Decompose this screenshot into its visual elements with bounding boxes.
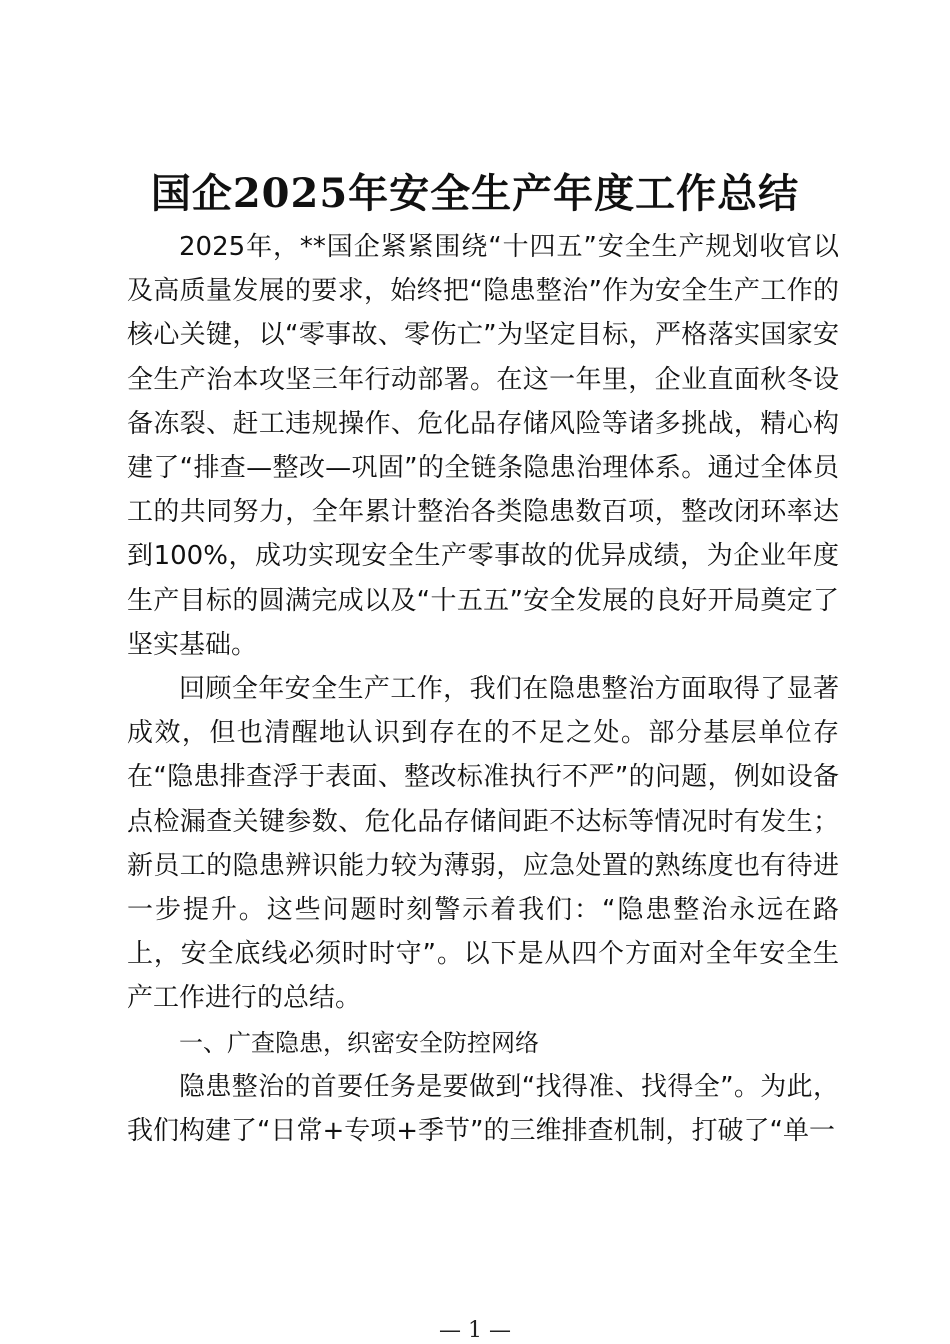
section-heading: 一、广查隐患，织密安全防控网络 <box>179 1028 539 1057</box>
page-number: — 1 — <box>439 1318 511 1343</box>
document-title: 国企2025年安全生产年度工作总结 <box>150 170 800 217</box>
review-paragraph: 回顾全年安全生产工作，我们在隐患整治方面取得了显著成效，但也清醒地认识到存在的不足之处。部分基层单位存在“隐患排查浮于表面、整改标准执行不严”的问题，例如设备点检漏查关键参数、危化品存储间距不达标等情况时有发生；新员工的隐患辨识能力较为薄弱，应急处置的熟练度也有待进一步提升。这些问题时刻警示着我们：“隐患整治永远在路上，安全底线必须时时守”。以下是从四个方面对全年安全生产工作进行的总结。 <box>127 674 839 1014</box>
document-body <box>127 225 839 1153</box>
intro-paragraph: 2025年，**国企紧紧围绕“十四五”安全生产规划收官以及高质量发展的要求，始终把“隐患整治”作为安全生产工作的核心关键，以“零事故、零伤亡”为坚定目标，严格落实国家安全生产治本攻坚三年行动部署。在这一年里，企业直面秋冬设备冻裂、赶工违规操作、危化品存储风险等诸多挑战，精心构建了“排查—整改—巩固”的全链条隐患治理体系。通过全体员工的共同努力，全年累计整治各类隐患数百项，整改闭环率达到100%，成功实现安全生产零事故的优异成绩，为企业年度生产目标的圆满完成以及“十五五”安全发展的良好开局奠定了坚实基础。 <box>127 232 839 660</box>
section-paragraph: 隐患整治的首要任务是要做到“找得准、找得全”。为此，我们构建了“日常+专项+季节”的三维排查机制，打破了“单一 <box>127 1071 839 1147</box>
